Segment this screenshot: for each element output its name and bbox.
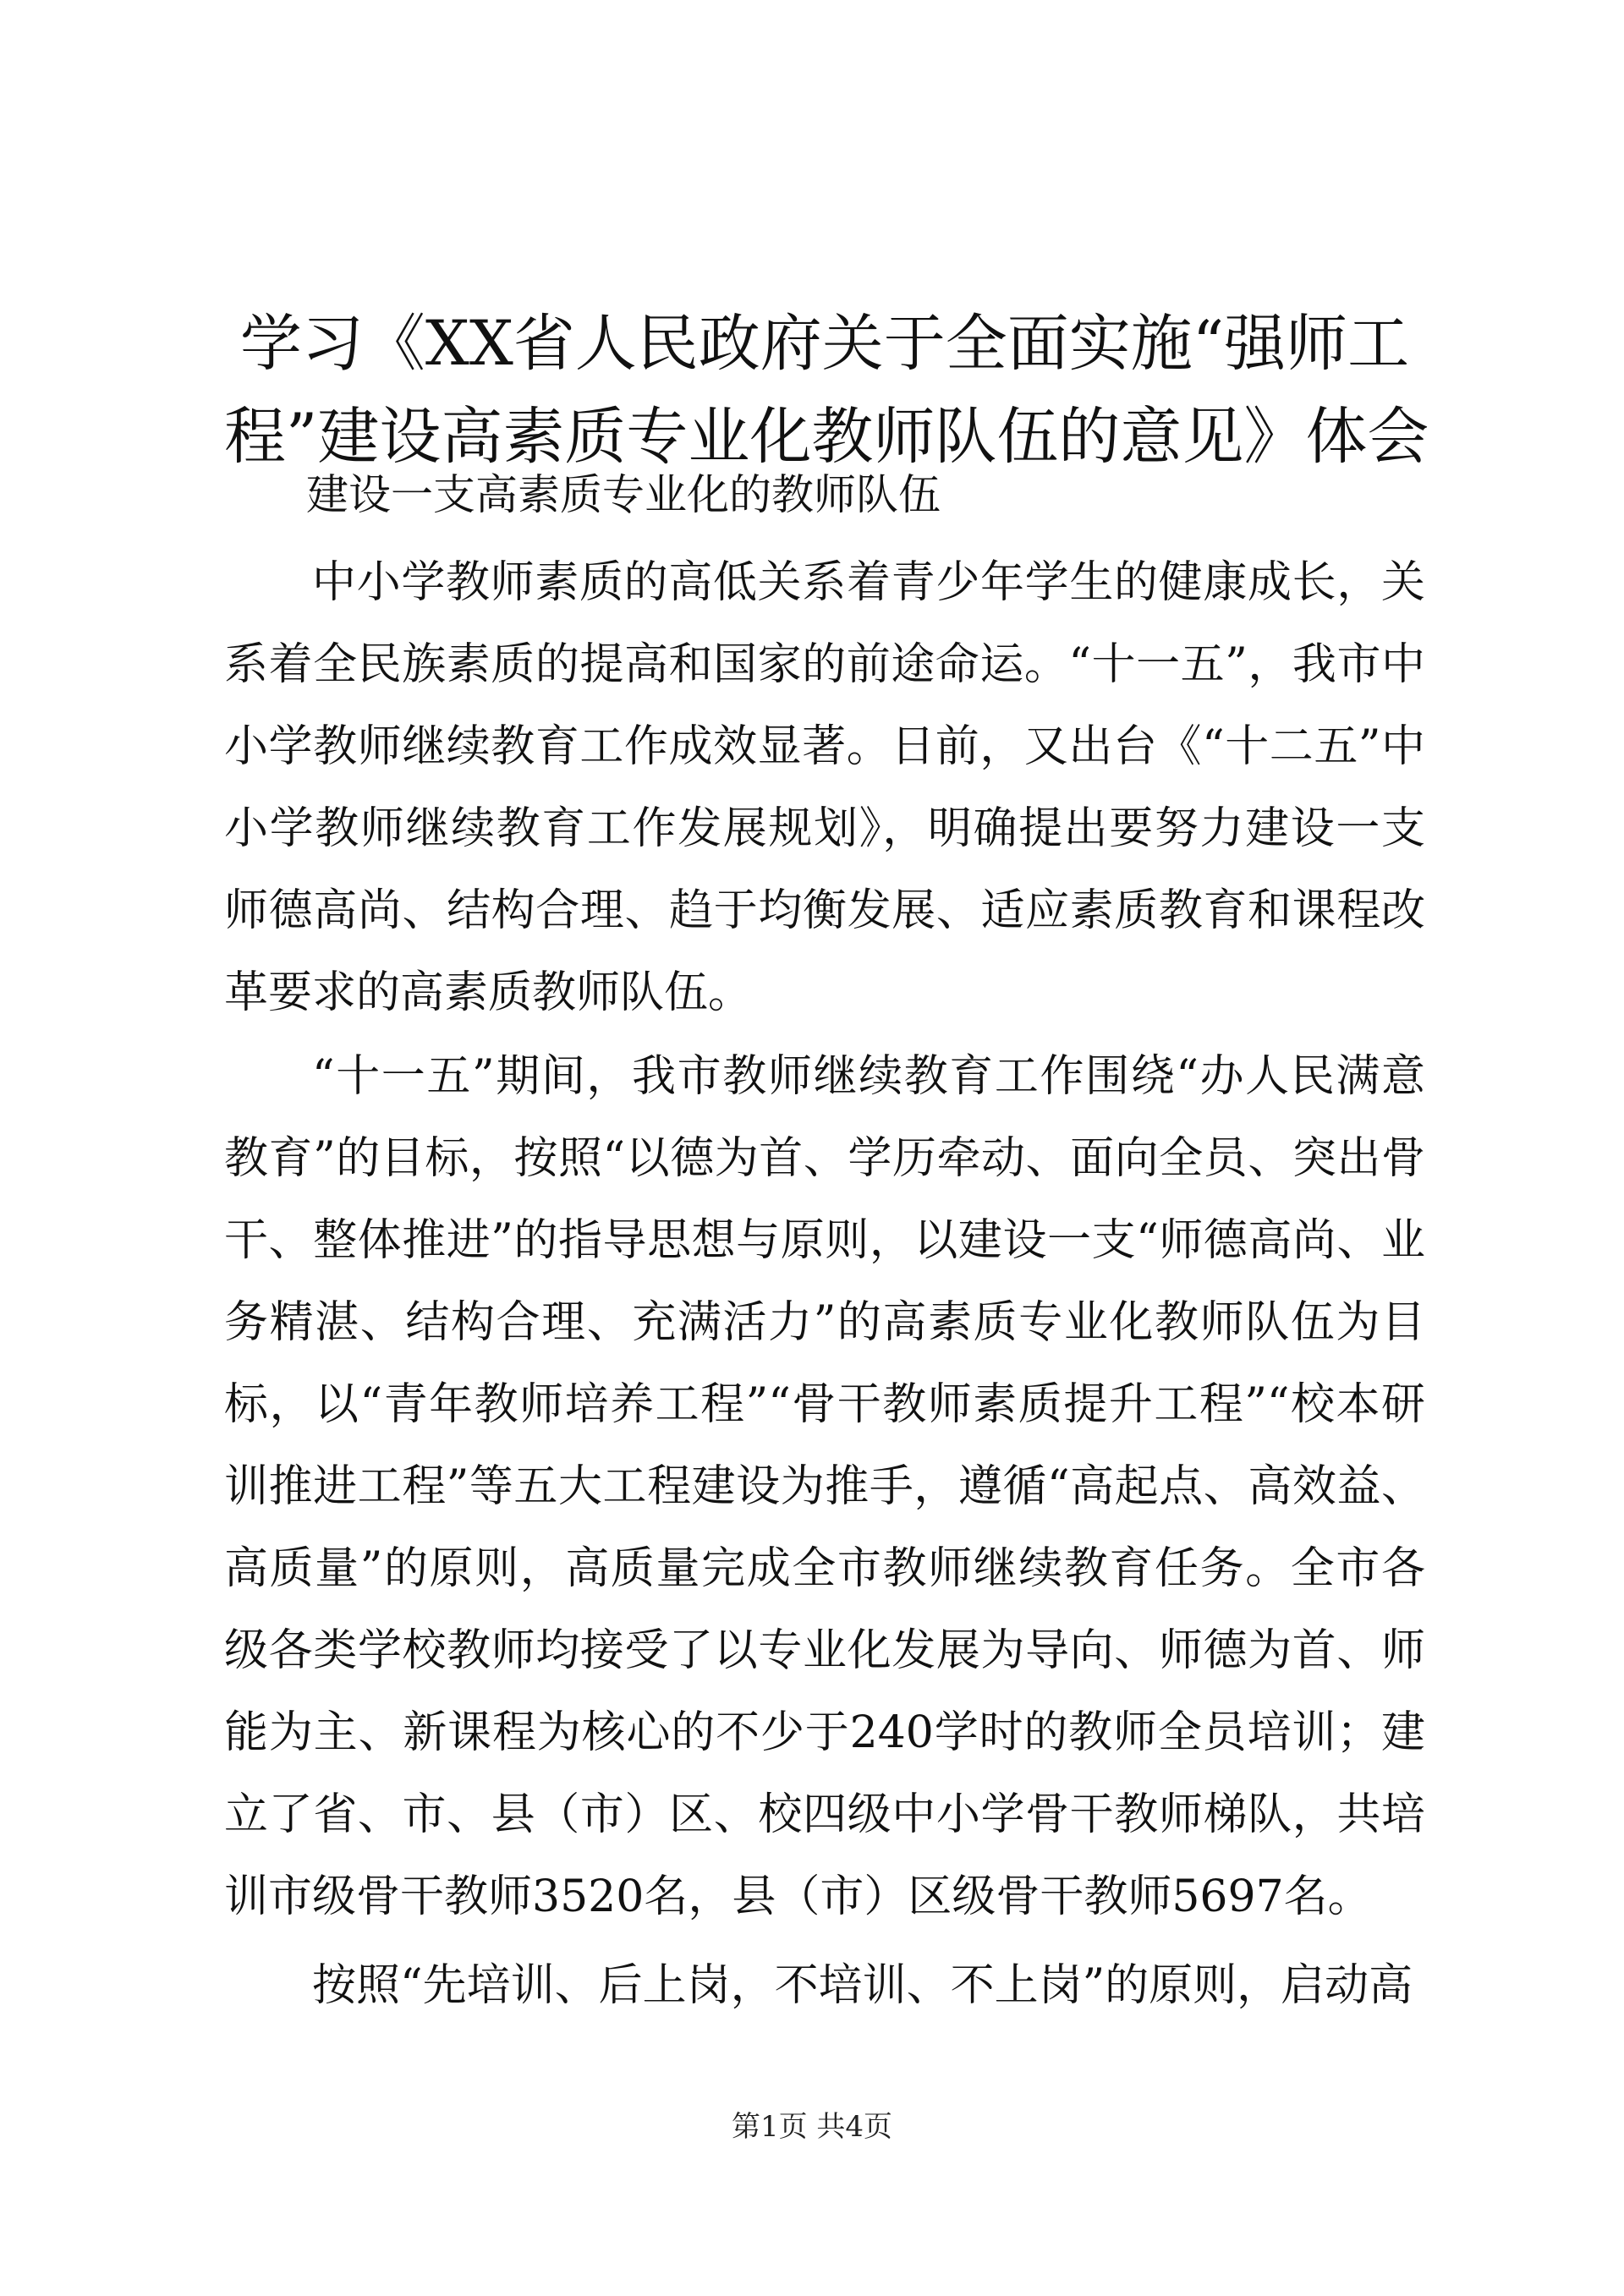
title-line-1: 学习《XX省人民政府关于全面实施“强师工 — [239, 308, 1410, 380]
document-title — [224, 298, 1429, 484]
body-paragraph-3: 按照“先培训、后上岗，不培训、不上岗”的原则，启动高 — [312, 1960, 1413, 2011]
document-subtitle: 建设一支高素质专业化的教师队伍 — [306, 470, 941, 519]
page-footer: 第1页 共4页 — [731, 2110, 893, 2144]
body-paragraph-1: 中小学教师素质的高低关系着青少年学生的健康成长，关系着全民族素质的提高和国家的前途命运。“十一五”，我市中小学教师继续教育工作成效显著。日前，又出台《“十二五”中小学教师继续教育工作发展规划》，明确提出要努力建设一支师德高尚、结构合理、趋于均衡发展、适应素质教育和课程改革要求的高素质教师队伍。 — [224, 557, 1425, 1018]
title-line-2: 程”建设高素质专业化教师队伍的意见》体会 — [224, 401, 1429, 473]
body-paragraph-2: “十一五”期间，我市教师继续教育工作围绕“办人民满意教育”的目标，按照“以德为首、学历牵动、面向全员、突出骨干、整体推进”的指导思想与原则，以建设一支“师德高尚、业务精湛、结构合理、充满活力”的高素质专业化教师队伍为目标，以“青年教师培养工程”“骨干教师素质提升工程”“校本研训推进工程”等五大工程建设为推手，遵循“高起点、高效益、高质量”的原则，高质量完成全市教师继续教育任务。全市各级各类学校教师均接受了以专业化发展为导向、师德为首、师能为主、新课程为核心的不少于240学时的教师全员培训；建立了省、市、县（市）区、校四级中小学骨干教师梯队，共培训市级骨干教师3520名，县（市）区级骨干教师5697名。 — [224, 1051, 1425, 1922]
